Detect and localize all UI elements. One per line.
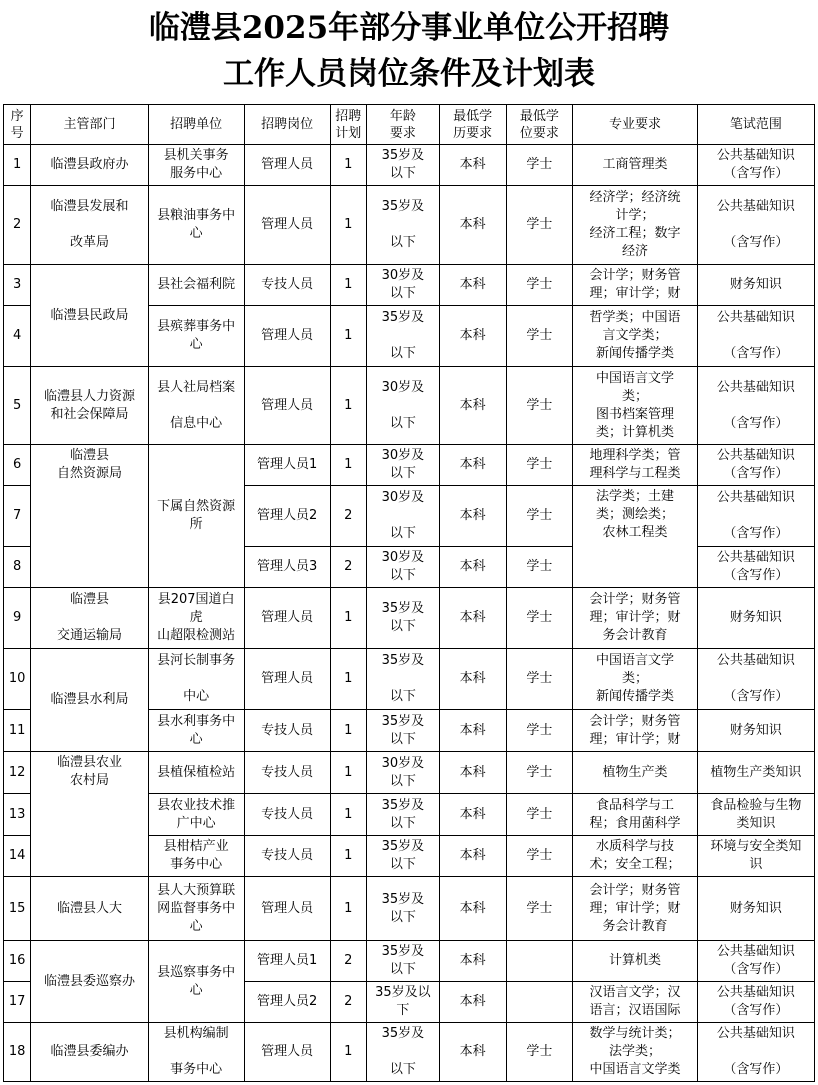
- cell-no: 11: [4, 710, 31, 752]
- table-row: [4, 367, 815, 445]
- cell-unit: 县人大预算联 网监督事务中 心: [148, 877, 244, 941]
- cell-degree: [506, 941, 573, 982]
- cell-exam: 环境与安全类知 识: [697, 836, 814, 877]
- cell-post: 专技人员: [244, 265, 330, 306]
- cell-degree: 学士: [506, 367, 573, 445]
- cell-plan: 1: [330, 794, 366, 836]
- cell-post: 管理人员: [244, 877, 330, 941]
- cell-major: 工商管理类: [573, 145, 697, 186]
- cell-age: 35岁及 以下: [367, 877, 440, 941]
- cell-edu: 本科: [439, 794, 506, 836]
- cell-edu: 本科: [439, 877, 506, 941]
- cell-exam: 财务知识: [697, 265, 814, 306]
- cell-exam: 公共基础知识 （含写作）: [697, 445, 814, 486]
- header-dept: 主管部门: [31, 105, 148, 145]
- cell-plan: 1: [330, 306, 366, 367]
- cell-edu: 本科: [439, 547, 506, 588]
- cell-dept: 临澧县水利局: [31, 649, 148, 752]
- cell-no: 9: [4, 588, 31, 649]
- cell-post: 专技人员: [244, 794, 330, 836]
- cell-edu: 本科: [439, 145, 506, 186]
- cell-age: 30岁及 以下: [367, 367, 440, 445]
- cell-major: 会计学；财务管 理；审计学；财 务会计教育: [573, 877, 697, 941]
- cell-post: 管理人员2: [244, 982, 330, 1023]
- cell-exam: 公共基础知识 （含写作）: [697, 367, 814, 445]
- cell-plan: 1: [330, 265, 366, 306]
- table-row: [4, 649, 815, 710]
- cell-edu: 本科: [439, 306, 506, 367]
- cell-unit: 县机关事务 服务中心: [148, 145, 244, 186]
- header-plan: 招聘 计划: [330, 105, 366, 145]
- cell-degree: 学士: [506, 1023, 573, 1082]
- cell-edu: 本科: [439, 836, 506, 877]
- cell-post: 管理人员: [244, 367, 330, 445]
- cell-exam: 公共基础知识 （含写作）: [697, 186, 814, 265]
- cell-post: 专技人员: [244, 710, 330, 752]
- table-row: [4, 186, 815, 265]
- cell-no: 2: [4, 186, 31, 265]
- cell-exam: 公共基础知识 （含写作）: [697, 1023, 814, 1082]
- header-row: [4, 105, 815, 145]
- cell-degree: 学士: [506, 486, 573, 547]
- cell-post: 管理人员3: [244, 547, 330, 588]
- cell-no: 8: [4, 547, 31, 588]
- cell-unit: 县207国道白 虎 山超限检测站: [148, 588, 244, 649]
- cell-degree: 学士: [506, 752, 573, 794]
- cell-edu: 本科: [439, 445, 506, 486]
- cell-edu: 本科: [439, 1023, 506, 1082]
- cell-edu: 本科: [439, 588, 506, 649]
- cell-exam: 公共基础知识 （含写作）: [697, 547, 814, 588]
- cell-no: 4: [4, 306, 31, 367]
- cell-exam: 植物生产类知识: [697, 752, 814, 794]
- cell-unit: 县柑桔产业 事务中心: [148, 836, 244, 877]
- cell-post: 管理人员: [244, 306, 330, 367]
- cell-age: 30岁及 以下: [367, 486, 440, 547]
- cell-degree: 学士: [506, 588, 573, 649]
- cell-plan: 1: [330, 877, 366, 941]
- cell-age: 30岁及 以下: [367, 445, 440, 486]
- cell-dept: 临澧县委巡察办: [31, 941, 148, 1023]
- table-row: [4, 941, 815, 982]
- cell-degree: 学士: [506, 265, 573, 306]
- header-major: 专业要求: [573, 105, 697, 145]
- cell-plan: 1: [330, 649, 366, 710]
- cell-unit: 县人社局档案 信息中心: [148, 367, 244, 445]
- cell-plan: 1: [330, 588, 366, 649]
- cell-major: 会计学；财务管 理；审计学；财 务会计教育: [573, 588, 697, 649]
- header-exam: 笔试范围: [697, 105, 814, 145]
- table-row: [4, 588, 815, 649]
- cell-dept: 临澧县民政局: [31, 265, 148, 367]
- positions-table: [3, 104, 815, 1082]
- cell-post: 管理人员: [244, 1023, 330, 1082]
- cell-degree: 学士: [506, 710, 573, 752]
- cell-plan: 1: [330, 710, 366, 752]
- cell-degree: 学士: [506, 649, 573, 710]
- table-row: [4, 445, 815, 486]
- cell-no: 5: [4, 367, 31, 445]
- cell-major: 植物生产类: [573, 752, 697, 794]
- cell-dept: 临澧县政府办: [31, 145, 148, 186]
- cell-no: 14: [4, 836, 31, 877]
- cell-edu: 本科: [439, 367, 506, 445]
- cell-unit: 县农业技术推 广中心: [148, 794, 244, 836]
- cell-unit: 县巡察事务中 心: [148, 941, 244, 1023]
- cell-age: 30岁及 以下: [367, 265, 440, 306]
- cell-major: 数学与统计类； 法学类； 中国语言文学类: [573, 1023, 697, 1082]
- cell-unit: 县植保植检站: [148, 752, 244, 794]
- cell-plan: 2: [330, 982, 366, 1023]
- cell-dept: 临澧县农业 农村局: [31, 752, 148, 877]
- cell-major: 法学类；土建 类；测绘类； 农林工程类: [573, 486, 697, 588]
- cell-age: 35岁及 以下: [367, 710, 440, 752]
- cell-exam: 公共基础知识 （含写作）: [697, 486, 814, 547]
- cell-dept: 临澧县委编办: [31, 1023, 148, 1082]
- table-row: [4, 265, 815, 306]
- cell-no: 17: [4, 982, 31, 1023]
- cell-dept: 临澧县人力资源 和社会保障局: [31, 367, 148, 445]
- cell-degree: 学士: [506, 794, 573, 836]
- cell-age: 35岁及 以下: [367, 794, 440, 836]
- cell-no: 12: [4, 752, 31, 794]
- cell-exam: 财务知识: [697, 710, 814, 752]
- cell-age: 35岁及 以下: [367, 836, 440, 877]
- cell-exam: 公共基础知识 （含写作）: [697, 649, 814, 710]
- cell-no: 3: [4, 265, 31, 306]
- cell-plan: 1: [330, 752, 366, 794]
- table-row: [4, 145, 815, 186]
- page-subtitle: 工作人员岗位条件及计划表: [223, 56, 595, 92]
- cell-post: 专技人员: [244, 836, 330, 877]
- header-edu: 最低学 历要求: [439, 105, 506, 145]
- cell-post: 管理人员: [244, 649, 330, 710]
- cell-post: 管理人员2: [244, 486, 330, 547]
- cell-age: 35岁及 以下: [367, 649, 440, 710]
- cell-age: 35岁及 以下: [367, 186, 440, 265]
- cell-exam: 公共基础知识 （含写作）: [697, 306, 814, 367]
- cell-unit: 县粮油事务中 心: [148, 186, 244, 265]
- cell-major: 汉语言文学；汉 语言；汉语国际: [573, 982, 697, 1023]
- cell-unit: 县社会福利院: [148, 265, 244, 306]
- cell-plan: 2: [330, 486, 366, 547]
- cell-age: 35岁及 以下: [367, 145, 440, 186]
- table-row: [4, 752, 815, 794]
- cell-no: 1: [4, 145, 31, 186]
- cell-post: 管理人员: [244, 145, 330, 186]
- cell-no: 10: [4, 649, 31, 710]
- cell-no: 7: [4, 486, 31, 547]
- cell-dept: 临澧县 交通运输局: [31, 588, 148, 649]
- cell-degree: 学士: [506, 186, 573, 265]
- cell-degree: 学士: [506, 836, 573, 877]
- cell-no: 13: [4, 794, 31, 836]
- cell-age: 35岁及 以下: [367, 588, 440, 649]
- table-row: [4, 1023, 815, 1082]
- cell-age: 30岁及 以下: [367, 547, 440, 588]
- cell-major: 中国语言文学 类； 新闻传播学类: [573, 649, 697, 710]
- cell-age: 35岁及以 下: [367, 982, 440, 1023]
- cell-post: 管理人员: [244, 186, 330, 265]
- header-unit: 招聘单位: [148, 105, 244, 145]
- cell-age: 35岁及 以下: [367, 306, 440, 367]
- cell-edu: 本科: [439, 186, 506, 265]
- cell-no: 18: [4, 1023, 31, 1082]
- cell-unit: 县机构编制 事务中心: [148, 1023, 244, 1082]
- cell-edu: 本科: [439, 941, 506, 982]
- cell-age: 35岁及 以下: [367, 1023, 440, 1082]
- cell-degree: 学士: [506, 145, 573, 186]
- cell-age: 35岁及 以下: [367, 941, 440, 982]
- cell-post: 管理人员1: [244, 445, 330, 486]
- cell-dept: 临澧县发展和 改革局: [31, 186, 148, 265]
- cell-dept: 临澧县 自然资源局: [31, 445, 148, 588]
- cell-age: 30岁及 以下: [367, 752, 440, 794]
- cell-plan: 2: [330, 941, 366, 982]
- cell-major: 地理科学类；管 理科学与工程类: [573, 445, 697, 486]
- cell-plan: 1: [330, 1023, 366, 1082]
- cell-major: 食品科学与工 程；食用菌科学: [573, 794, 697, 836]
- cell-exam: 公共基础知识 （含写作）: [697, 982, 814, 1023]
- cell-major: 水质科学与技 术；安全工程；: [573, 836, 697, 877]
- cell-degree: 学士: [506, 306, 573, 367]
- cell-degree: 学士: [506, 445, 573, 486]
- cell-major: 会计学；财务管 理；审计学；财: [573, 710, 697, 752]
- cell-degree: 学士: [506, 547, 573, 588]
- cell-no: 6: [4, 445, 31, 486]
- cell-no: 16: [4, 941, 31, 982]
- cell-post: 管理人员1: [244, 941, 330, 982]
- cell-major: 哲学类；中国语 言文学类； 新闻传播学类: [573, 306, 697, 367]
- cell-exam: 公共基础知识 （含写作）: [697, 941, 814, 982]
- page-title: 临澧县2025年部分事业单位公开招聘: [148, 10, 670, 46]
- cell-no: 15: [4, 877, 31, 941]
- cell-unit: 县河长制事务 中心: [148, 649, 244, 710]
- header-post: 招聘岗位: [244, 105, 330, 145]
- cell-edu: 本科: [439, 710, 506, 752]
- cell-plan: 1: [330, 145, 366, 186]
- cell-unit: 县殡葬事务中 心: [148, 306, 244, 367]
- cell-unit: 县水利事务中 心: [148, 710, 244, 752]
- cell-plan: 1: [330, 445, 366, 486]
- cell-major: 经济学；经济统 计学； 经济工程；数字 经济: [573, 186, 697, 265]
- cell-exam: 公共基础知识 （含写作）: [697, 145, 814, 186]
- cell-degree: [506, 982, 573, 1023]
- cell-exam: 财务知识: [697, 877, 814, 941]
- header-degree: 最低学 位要求: [506, 105, 573, 145]
- cell-exam: 财务知识: [697, 588, 814, 649]
- header-age: 年龄 要求: [367, 105, 440, 145]
- cell-degree: 学士: [506, 877, 573, 941]
- table-row: [4, 877, 815, 941]
- cell-unit: 下属自然资源 所: [148, 445, 244, 588]
- cell-edu: 本科: [439, 265, 506, 306]
- cell-major: 计算机类: [573, 941, 697, 982]
- cell-exam: 食品检验与生物 类知识: [697, 794, 814, 836]
- cell-plan: 1: [330, 836, 366, 877]
- cell-edu: 本科: [439, 486, 506, 547]
- cell-post: 管理人员: [244, 588, 330, 649]
- cell-edu: 本科: [439, 982, 506, 1023]
- cell-major: 中国语言文学 类； 图书档案管理 类；计算机类: [573, 367, 697, 445]
- cell-dept: 临澧县人大: [31, 877, 148, 941]
- cell-plan: 1: [330, 367, 366, 445]
- cell-edu: 本科: [439, 649, 506, 710]
- cell-plan: 1: [330, 186, 366, 265]
- cell-plan: 2: [330, 547, 366, 588]
- header-no: 序 号: [4, 105, 31, 145]
- cell-edu: 本科: [439, 752, 506, 794]
- cell-post: 专技人员: [244, 752, 330, 794]
- cell-major: 会计学；财务管 理；审计学；财: [573, 265, 697, 306]
